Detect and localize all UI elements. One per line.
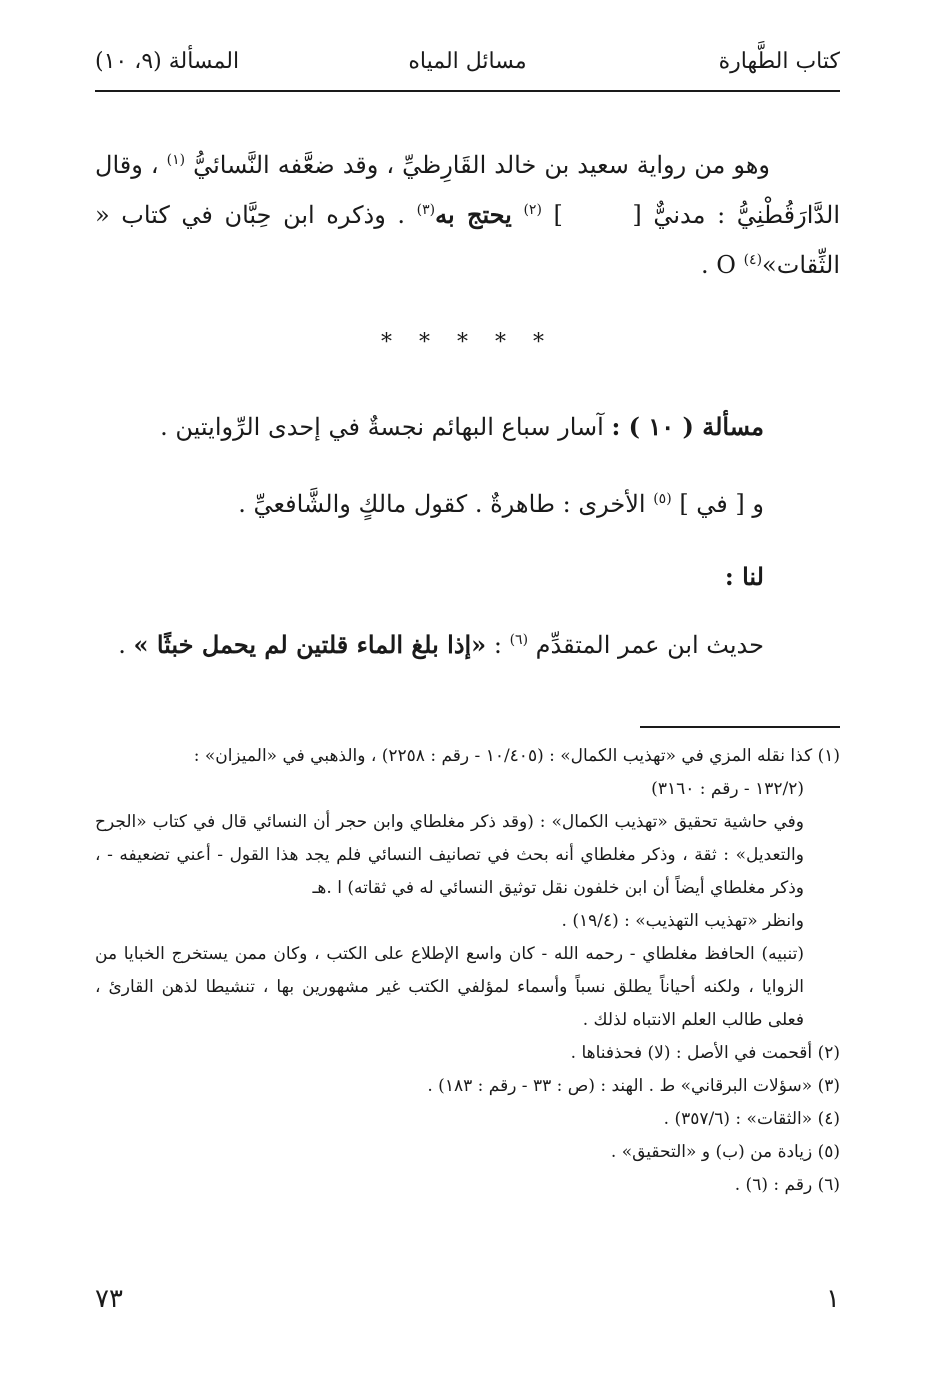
- footnote-1-cont: [95, 773, 840, 806]
- main-text: [95, 140, 840, 290]
- text-run: وهو من رواية سعيد بن خالد القَارِظيِّ ، وقد ضعَّفه النَّسائيُّ: [193, 151, 770, 179]
- footnote-1-cont: [95, 905, 840, 938]
- running-head: [95, 44, 840, 80]
- page-number: ٧٣: [95, 1284, 123, 1314]
- footnote-text: (١٣٢/٢ - رقم : ٣١٦٠): [651, 779, 804, 799]
- text-run: الأخرى : طاهرةٌ . كقول مالكٍ والشَّافعيِّ .: [238, 490, 646, 518]
- text-run: . وذكره ابن حِبَّان في كتاب « الثِّقات»: [95, 201, 840, 279]
- hadith-line: [118, 630, 764, 659]
- masala-statement: آسار سباع البهائم نجسةٌ في إحدى الرِّوايتين .: [160, 413, 604, 441]
- footnote-1-cont: [95, 806, 840, 905]
- header-rule: [95, 90, 840, 92]
- footnote-ref-3[interactable]: (٣): [416, 202, 436, 218]
- footnote-5: [95, 1136, 840, 1169]
- text-run: O .: [700, 251, 736, 279]
- section-separator: * * * * *: [381, 330, 554, 355]
- footnote-1-note: [95, 938, 840, 1037]
- text-run: ، وقال الدَّارَقُطْنِيُّ : مدنيٌّ [: [95, 151, 840, 229]
- footnotes: [95, 740, 840, 1202]
- footnote-3: [95, 1070, 840, 1103]
- paragraph-narration: [95, 140, 840, 290]
- footnote-text: (تنبيه) الحافظ مغلطاي - رحمه الله - كان واسع الإطلاع على الكتب ، وكان ممن يستخرج الخبايا من الزوايا ، ولكنه أحياناً يطلق نسباً وأسماء لمؤلفي الكتب غير مشهورين بها ، تنشيطا لذهن القارئ ، فعلى طالب العلم الانتباه لذلك .: [95, 944, 804, 1030]
- text-run: ]: [553, 201, 563, 229]
- masala-heading: [160, 412, 764, 441]
- footnote-number: (١): [817, 746, 840, 766]
- signature-mark: ١: [826, 1284, 840, 1314]
- text-run: حديث ابن عمر المتقدِّم: [535, 631, 764, 659]
- footnote-number: (٣): [817, 1076, 840, 1096]
- footnote-6: [95, 1169, 840, 1202]
- footnote-text: زيادة من (ب) و «التحقيق» .: [610, 1142, 813, 1162]
- footnote-number: (٥): [817, 1142, 840, 1162]
- footnote-text: «الثقات» : (٣٥٧/٦) .: [663, 1109, 813, 1129]
- footnote-ref-4[interactable]: (٤): [743, 252, 763, 268]
- footnote-4: [95, 1103, 840, 1136]
- issue-range: المسألة (٩، ١٠): [95, 49, 240, 74]
- lana-heading: لنا :: [724, 562, 764, 591]
- chapter-title: مسائل المياه: [408, 49, 527, 74]
- text-run: يحتج به: [435, 200, 512, 229]
- footnote-text: أقحمت في الأصل : (لا) فحذفناها .: [570, 1043, 813, 1063]
- footnote-1: [95, 740, 840, 773]
- hadith-quote: «إذا بلغ الماء قلتين لم يحمل خبثًا »: [133, 630, 487, 659]
- masala-second-view: [238, 490, 764, 518]
- footnote-text: رقم : (٦) .: [734, 1175, 813, 1195]
- footnote-ref-6[interactable]: (٦): [509, 632, 529, 648]
- text-run: .: [118, 631, 126, 659]
- text-run: و [ في ]: [679, 490, 764, 518]
- footnote-ref-1[interactable]: (١): [166, 152, 186, 168]
- footnote-rule: [640, 726, 840, 728]
- book-title: كتاب الطَّهارة: [718, 49, 840, 74]
- footnote-ref-2[interactable]: (٢): [523, 202, 542, 218]
- footnote-text: كذا نقله المزي في «تهذيب الكمال» : (١٠/٤٠٥ - رقم : ٢٢٥٨) ، والذهبي في «الميزان» :: [193, 746, 813, 766]
- footnote-text: وفي حاشية تحقيق «تهذيب الكمال» : (وقد ذكر مغلطاي وابن حجر أن النسائي قال في كتاب «الجرح والتعديل» : ثقة ، وذكر مغلطاي أنه بحث في تصانيف النسائي فلم يجد هذا القول - أعني تضعيفه - ، وذكر مغلطاي أيضاً أن ابن خلفون نقل توثيق النسائي له في ثقاته) ا .هـ: [95, 812, 804, 898]
- text-run: :: [493, 631, 502, 659]
- footnote-text: وانظر «تهذيب التهذيب» : (١٩/٤) .: [561, 911, 804, 931]
- footnote-ref-5[interactable]: (٥): [653, 491, 672, 507]
- footnote-number: (٢): [817, 1043, 840, 1063]
- footnote-number: (٦): [817, 1175, 840, 1195]
- footnote-number: (٤): [817, 1109, 840, 1129]
- footnote-text: «سؤلات البرقاني» ط . الهند : (ص : ٣٣ - رقم : ١٨٣) .: [427, 1076, 813, 1096]
- masala-label: مسألة ( ١٠ ) :: [611, 412, 764, 441]
- footnote-2: [95, 1037, 840, 1070]
